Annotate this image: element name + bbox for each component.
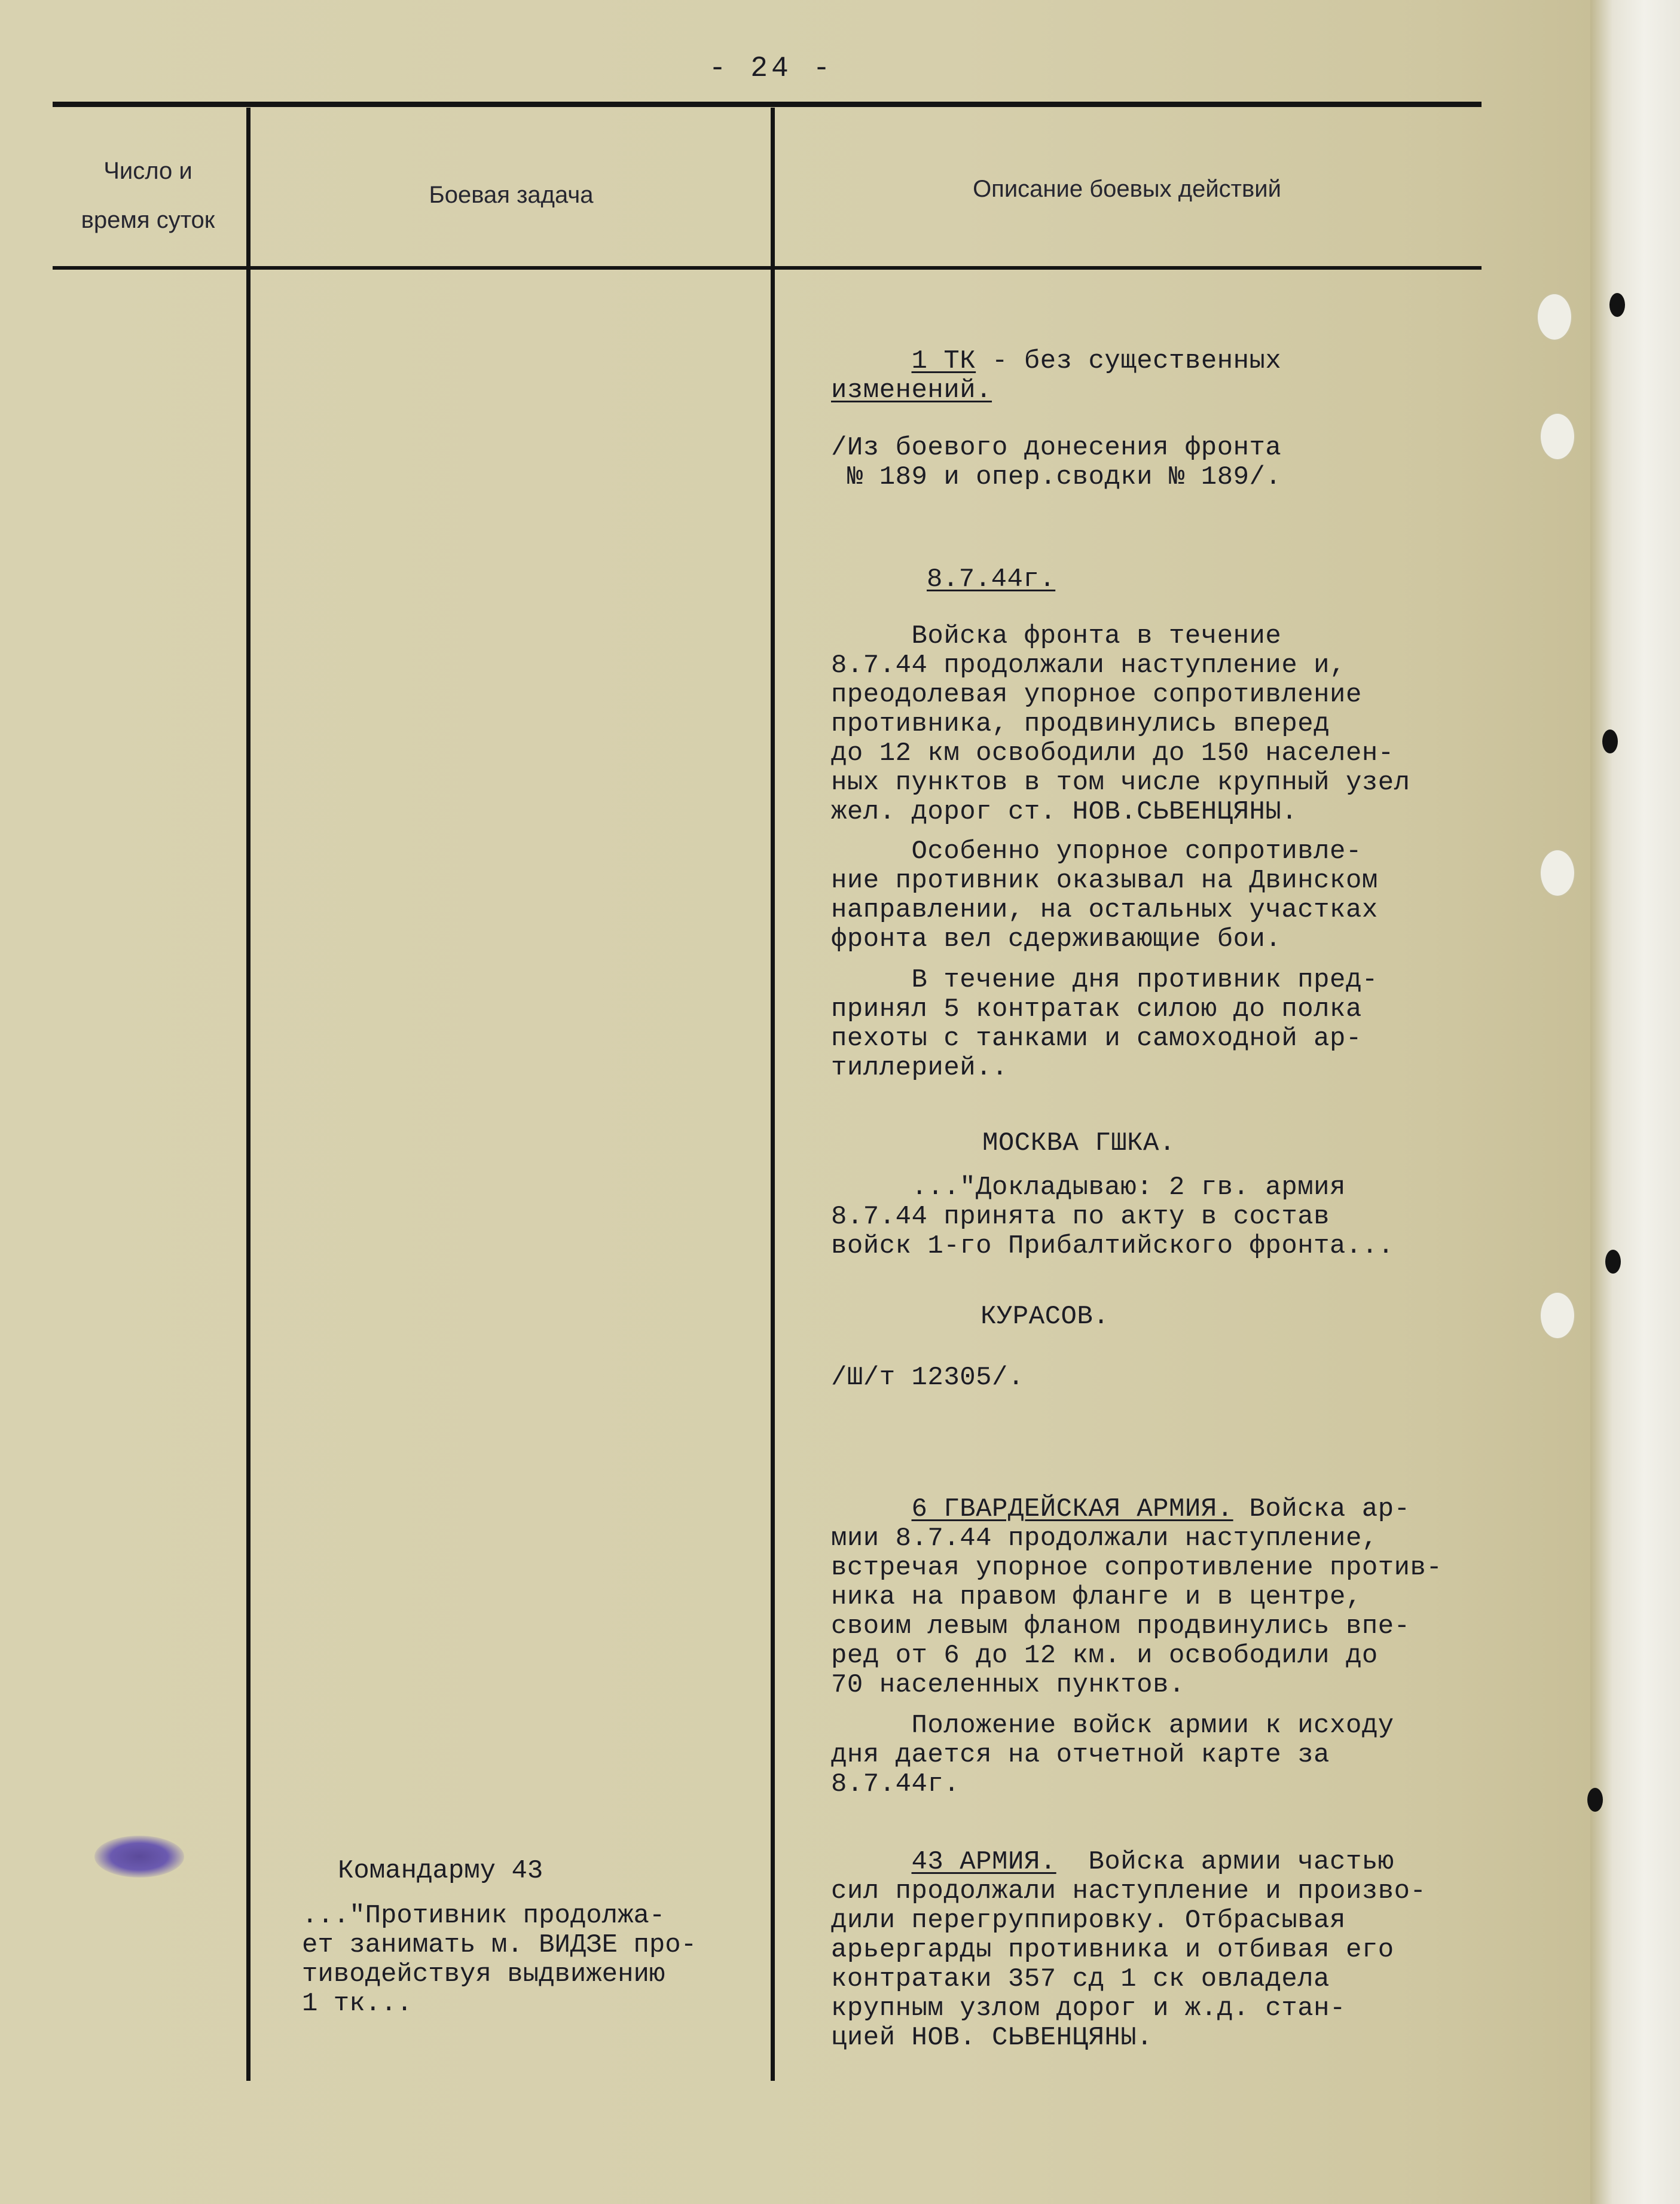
- addressee: МОСКВА ГШКА.: [982, 1128, 1175, 1158]
- header-combat-description: Описание боевых действий: [973, 176, 1281, 202]
- binding-tear: [1587, 1788, 1603, 1812]
- army43-text: сил продолжали наступление и произво- дили перегруппировку. Отбрасывая арьергарды противника и отбивая его контратаки 357 сд 1 ск овладела крупным узлом дорог и ж.д. стан- цией НОВ. СЬВЕНЦЯНЫ.: [831, 1876, 1427, 2053]
- date-heading: 8.7.44г.: [927, 564, 1056, 594]
- page-number: - 24 -: [708, 53, 834, 85]
- report-quote: ..."Докладываю: 2 гв. армия 8.7.44 принята по акту в состав войск 1-го Прибалтийского фронта...: [831, 1173, 1394, 1261]
- binding-tear: [1602, 729, 1618, 753]
- order-heading: Командарму 43: [338, 1856, 543, 1886]
- binding-tear: [1605, 1250, 1621, 1274]
- header-date-time: Число и время суток: [81, 158, 215, 233]
- header-combat-task: Боевая задача: [429, 182, 594, 208]
- column-divider: [246, 108, 251, 2081]
- tk1-entry: 1 ТК - без существенных изменений.: [831, 346, 1282, 405]
- header-rule: [53, 266, 1482, 270]
- guards-army-entry: 6 ГВАРДЕЙСКАЯ АРМИЯ. Войска ар-: [911, 1494, 1410, 1524]
- source-note-2: /Ш/т 12305/.: [831, 1363, 1024, 1393]
- binding-strip: [1590, 0, 1680, 2204]
- binding-tear: [1609, 293, 1625, 317]
- order-text: ..."Противник продолжа- ет занимать м. ВИДЗЕ про- тиводействуя выдвижению 1 тк...: [302, 1901, 697, 2019]
- signature: КУРАСОВ.: [980, 1302, 1110, 1332]
- punch-hole: [1537, 293, 1572, 341]
- paragraph-2: Особенно упорное сопротивле- ние противник оказывал на Двинском направлении, на остальных участках фронта вел сдерживающие бои.: [831, 837, 1378, 954]
- source-note-1: /Из боевого донесения фронта № 189 и опер.сводки № 189/.: [831, 433, 1282, 492]
- guards-army-position: Положение войск армии к исходу дня дается на отчетной карте за 8.7.44г.: [831, 1711, 1394, 1799]
- paragraph-1: Войска фронта в течение 8.7.44 продолжали наступление и, преодолевая упорное сопротивление противника, продвинулись вперед до 12 км освободили до 150 населен- ных пунктов в том числе крупный узел жел. дорог ст. НОВ.СЬВЕНЦЯНЫ.: [831, 621, 1410, 827]
- ink-stain: [94, 1836, 184, 1878]
- guards-army-text: мии 8.7.44 продолжали наступление, встречая упорное сопротивление против- ника на правом фланге и в центре, своим левым фланом продвинулись впе- ред от 6 до 12 км. и освободили до 70 населенных пунктов.: [831, 1524, 1443, 1700]
- top-rule: [53, 102, 1482, 107]
- paragraph-3: В течение дня противник пред- принял 5 контратак силою до полка пехоты с танками и самоходной ар- тиллерией..: [831, 965, 1378, 1083]
- army43-entry: 43 АРМИЯ. Войска армии частью: [911, 1847, 1394, 1877]
- column-divider: [771, 108, 775, 2081]
